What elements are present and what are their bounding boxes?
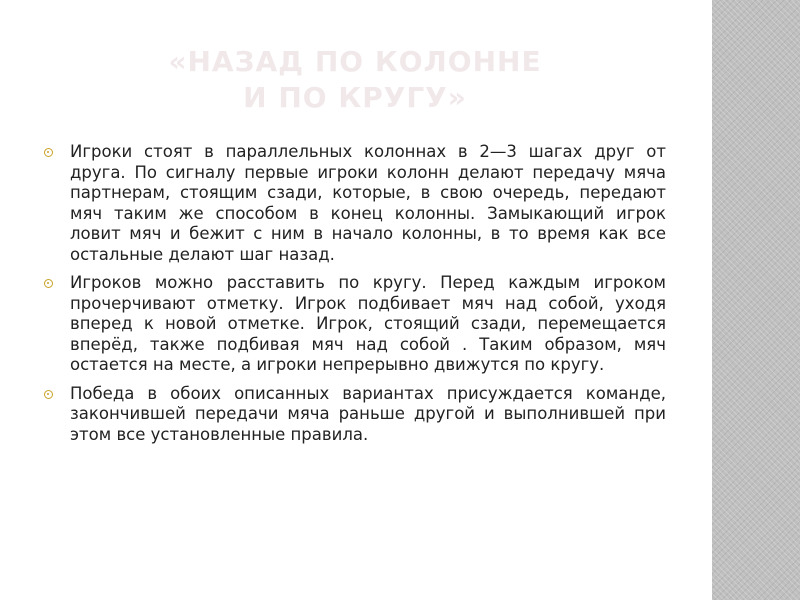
slide-title-line-2: И ПО КРУГУ» <box>243 81 467 114</box>
bullet-text: Игроков можно расставить по кругу. Перед каждым игроком прочерчивают отметку. Игрок подбивает мяч над собой, уходя вперед к новой отметке. Игрок, стоящий сзади, перемещается вперёд, также подбивая мяч над собой . Таким образом, мяч остается на месте, а игроки непрерывно движутся по кругу. <box>70 273 666 374</box>
slide-title <box>140 44 570 116</box>
ring-bullet-icon <box>44 390 53 399</box>
bullet-item <box>44 273 666 376</box>
ring-bullet-icon <box>44 148 53 157</box>
bullet-item <box>44 384 666 446</box>
bullet-text: Победа в обоих описанных вариантах присуждается команде, закончившей передачи мяча раньше другой и выполнившей при этом все установленные правила. <box>70 383 666 444</box>
ring-bullet-icon <box>44 279 53 288</box>
bullet-item <box>44 142 666 265</box>
slide-title-line-1: «НАЗАД ПО КОЛОННЕ <box>168 45 542 78</box>
bullet-text: Игроки стоят в параллельных колоннах в 2—3 шагах друг от друга. По сигналу первые игроки колонн делают передачу мяча партнерам, стоящим сзади, которые, в свою очередь, передают мяч таким же способом в конец колонны. Замыкающий игрок ловит мяч и бежит с ним в начало колонны, в то время как все остальные делают шаг назад. <box>70 142 666 264</box>
decorative-side-stripe <box>712 0 800 600</box>
bullet-list <box>44 142 666 453</box>
